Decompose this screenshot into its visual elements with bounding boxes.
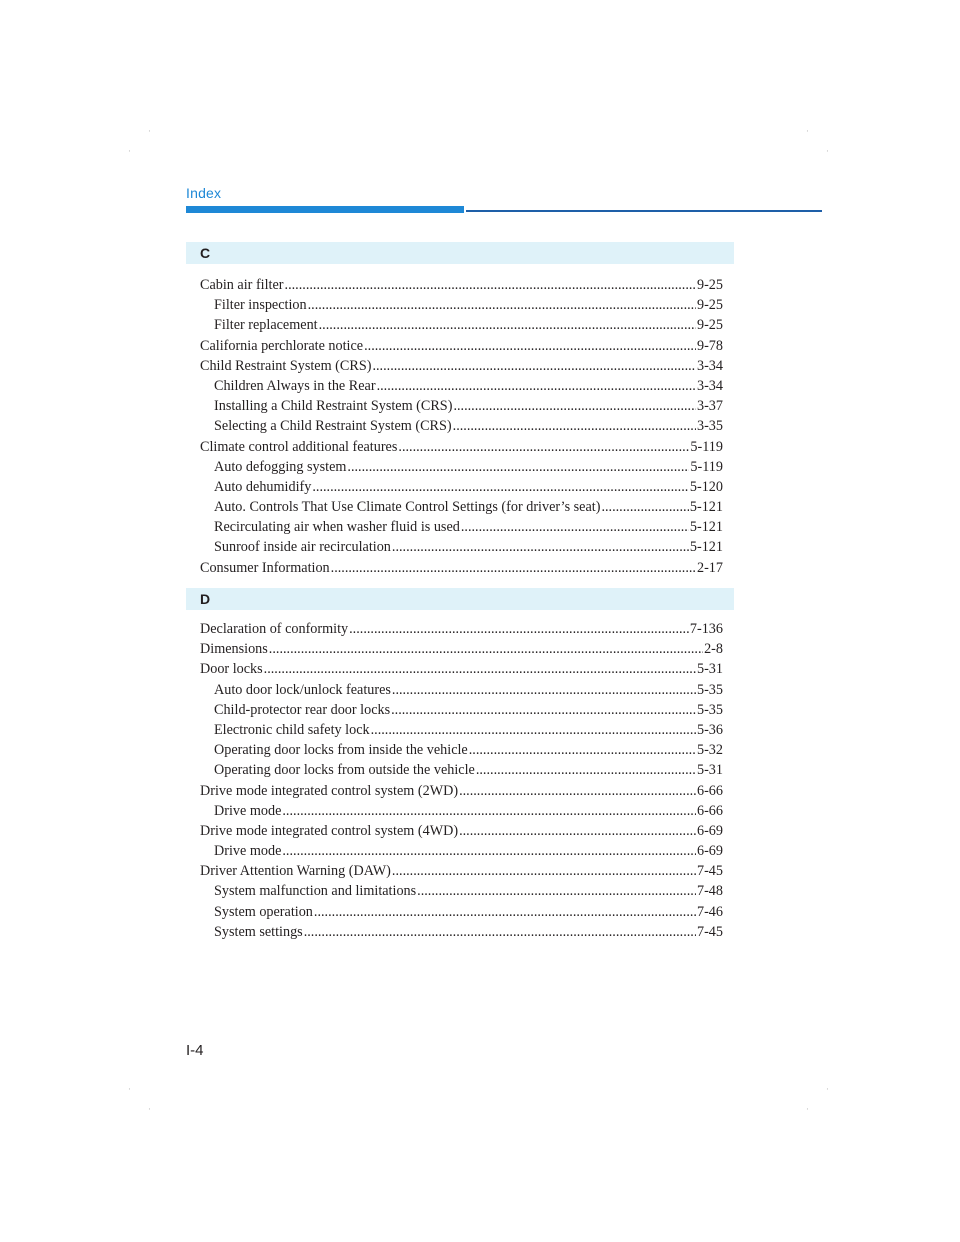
entry-page: 3-34 bbox=[696, 377, 723, 394]
index-entry[interactable] bbox=[200, 619, 723, 639]
dot-leader bbox=[364, 336, 696, 356]
entry-text: System operation bbox=[214, 903, 313, 920]
dot-leader bbox=[392, 680, 696, 700]
entry-page: 5-31 bbox=[696, 661, 723, 678]
index-subentry[interactable] bbox=[200, 841, 723, 861]
entry-text: Filter replacement bbox=[214, 317, 318, 334]
dot-leader bbox=[453, 396, 696, 416]
entry-page: 6-66 bbox=[696, 802, 723, 819]
entry-page: 9-25 bbox=[696, 317, 723, 334]
dot-leader bbox=[282, 841, 696, 861]
dot-leader bbox=[269, 639, 703, 659]
entry-text: Operating door locks from outside the vehicle bbox=[214, 762, 475, 779]
entry-text: Recirculating air when washer fluid is used bbox=[214, 519, 460, 536]
dot-leader bbox=[319, 315, 696, 335]
dot-leader bbox=[372, 356, 696, 376]
crop-mark: · bbox=[128, 1085, 131, 1095]
index-subentry[interactable] bbox=[200, 740, 723, 760]
dot-leader bbox=[331, 558, 696, 578]
index-subentry[interactable] bbox=[200, 315, 723, 335]
index-subentry[interactable] bbox=[200, 881, 723, 901]
dot-leader bbox=[476, 760, 696, 780]
index-entry[interactable] bbox=[200, 821, 723, 841]
entry-page: 5-121 bbox=[689, 499, 723, 516]
section-header-d: D bbox=[186, 588, 734, 610]
dot-leader bbox=[285, 275, 696, 295]
dot-leader bbox=[349, 619, 689, 639]
page-header-title: Index bbox=[186, 185, 222, 201]
index-subentry[interactable] bbox=[200, 902, 723, 922]
dot-leader bbox=[264, 659, 696, 679]
index-subentry[interactable] bbox=[200, 457, 723, 477]
entry-text: Filter inspection bbox=[214, 297, 307, 314]
dot-leader bbox=[469, 740, 696, 760]
dot-leader bbox=[308, 295, 696, 315]
dot-leader bbox=[459, 781, 696, 801]
entry-page: 5-120 bbox=[689, 478, 723, 495]
header-rule-thick bbox=[186, 206, 464, 213]
crop-mark: · bbox=[826, 1085, 829, 1095]
entry-page: 5-35 bbox=[696, 681, 723, 698]
dot-leader bbox=[312, 477, 689, 497]
entry-text: Cabin air filter bbox=[200, 277, 284, 293]
entry-text: System malfunction and limitations bbox=[214, 883, 417, 900]
entry-text: California perchlorate notice bbox=[200, 337, 364, 354]
crop-mark: · bbox=[806, 1105, 809, 1115]
entry-text: Child-protector rear door locks bbox=[214, 701, 391, 718]
index-entry[interactable] bbox=[200, 336, 723, 356]
index-subentry[interactable] bbox=[200, 477, 723, 497]
dot-leader bbox=[392, 537, 689, 557]
index-list-c bbox=[200, 275, 723, 578]
entry-text: Selecting a Child Restraint System (CRS) bbox=[214, 418, 452, 435]
entry-text: Child Restraint System (CRS) bbox=[200, 357, 372, 374]
entry-page: 3-35 bbox=[696, 418, 723, 435]
entry-text: Installing a Child Restraint System (CRS) bbox=[214, 398, 453, 415]
entry-text: System settings bbox=[214, 923, 303, 940]
entry-text: Sunroof inside air recirculation bbox=[214, 539, 391, 556]
index-subentry[interactable] bbox=[200, 295, 723, 315]
index-entry[interactable] bbox=[200, 558, 723, 578]
index-entry[interactable] bbox=[200, 356, 723, 376]
dot-leader bbox=[453, 416, 696, 436]
index-subentry[interactable] bbox=[200, 376, 723, 396]
index-subentry[interactable] bbox=[200, 680, 723, 700]
index-entry[interactable] bbox=[200, 639, 723, 659]
header-rule-thin bbox=[466, 210, 822, 212]
entry-text: Electronic child safety lock bbox=[214, 721, 370, 738]
entry-page: 5-31 bbox=[696, 762, 723, 779]
index-subentry[interactable] bbox=[200, 517, 723, 537]
crop-mark: · bbox=[148, 127, 151, 137]
crop-mark: · bbox=[806, 127, 809, 137]
entry-page: 9-78 bbox=[696, 337, 723, 354]
index-entry[interactable] bbox=[200, 275, 723, 295]
entry-page: 2-17 bbox=[696, 559, 723, 576]
entry-text: Auto dehumidify bbox=[214, 478, 312, 495]
page-number: I-4 bbox=[186, 1042, 204, 1059]
entry-text: Door locks bbox=[200, 661, 263, 678]
entry-page: 6-69 bbox=[696, 843, 723, 860]
index-subentry[interactable] bbox=[200, 416, 723, 436]
index-subentry[interactable] bbox=[200, 922, 723, 942]
dot-leader bbox=[391, 700, 696, 720]
entry-text: Consumer Information bbox=[200, 559, 330, 576]
entry-page: 5-36 bbox=[696, 721, 723, 738]
dot-leader bbox=[398, 437, 689, 457]
entry-page: 3-34 bbox=[696, 357, 723, 374]
entry-page: 7-48 bbox=[696, 883, 723, 900]
index-entry[interactable] bbox=[200, 861, 723, 881]
entry-page: 3-37 bbox=[696, 398, 723, 415]
entry-page: 9-25 bbox=[696, 297, 723, 314]
entry-text: Children Always in the Rear bbox=[214, 377, 376, 394]
dot-leader bbox=[304, 922, 696, 942]
entry-page: 7-136 bbox=[689, 621, 723, 637]
dot-leader bbox=[461, 517, 689, 537]
crop-mark: · bbox=[826, 147, 829, 157]
entry-text: Drive mode bbox=[214, 802, 282, 819]
entry-text: Drive mode integrated control system (2WD) bbox=[200, 782, 459, 799]
entry-text: Auto defogging system bbox=[214, 458, 347, 475]
entry-page: 5-35 bbox=[696, 701, 723, 718]
entry-text: Declaration of conformity bbox=[200, 621, 349, 637]
dot-leader bbox=[371, 720, 696, 740]
entry-text: Auto. Controls That Use Climate Control Settings (for driver’s seat) bbox=[214, 499, 601, 516]
dot-leader bbox=[347, 457, 689, 477]
index-subentry[interactable] bbox=[200, 497, 723, 517]
entry-page: 9-25 bbox=[696, 277, 723, 293]
index-subentry[interactable] bbox=[200, 537, 723, 557]
entry-page: 5-121 bbox=[689, 539, 723, 556]
entry-page: 5-119 bbox=[690, 458, 723, 475]
section-header-c: C bbox=[186, 242, 734, 264]
index-subentry[interactable] bbox=[200, 700, 723, 720]
crop-mark: · bbox=[128, 147, 131, 157]
dot-leader bbox=[392, 861, 696, 881]
entry-page: 5-32 bbox=[696, 742, 723, 759]
dot-leader bbox=[601, 497, 688, 517]
entry-page: 5-121 bbox=[689, 519, 723, 536]
entry-page: 7-45 bbox=[696, 923, 723, 940]
index-subentry[interactable] bbox=[200, 720, 723, 740]
entry-page: 2-8 bbox=[704, 641, 723, 658]
dot-leader bbox=[377, 376, 696, 396]
entry-page: 6-66 bbox=[696, 782, 723, 799]
entry-page: 7-45 bbox=[696, 863, 723, 880]
entry-text: Auto door lock/unlock features bbox=[214, 681, 391, 698]
entry-text: Operating door locks from inside the vehicle bbox=[214, 742, 468, 759]
index-subentry[interactable] bbox=[200, 801, 723, 821]
dot-leader bbox=[459, 821, 696, 841]
dot-leader bbox=[282, 801, 696, 821]
index-entry[interactable] bbox=[200, 659, 723, 679]
dot-leader bbox=[417, 881, 696, 901]
index-subentry[interactable] bbox=[200, 396, 723, 416]
crop-mark: · bbox=[148, 1105, 151, 1115]
entry-text: Climate control additional features bbox=[200, 438, 398, 455]
dot-leader bbox=[314, 902, 696, 922]
index-list-d bbox=[200, 619, 723, 942]
index-subentry[interactable] bbox=[200, 760, 723, 780]
entry-text: Driver Attention Warning (DAW) bbox=[200, 863, 391, 880]
entry-text: Dimensions bbox=[200, 641, 268, 658]
entry-text: Drive mode bbox=[214, 843, 282, 860]
entry-text: Drive mode integrated control system (4WD) bbox=[200, 822, 459, 839]
index-entry[interactable] bbox=[200, 781, 723, 801]
entry-page: 5-119 bbox=[690, 438, 723, 455]
entry-page: 6-69 bbox=[696, 822, 723, 839]
index-entry[interactable] bbox=[200, 437, 723, 457]
entry-page: 7-46 bbox=[696, 903, 723, 920]
